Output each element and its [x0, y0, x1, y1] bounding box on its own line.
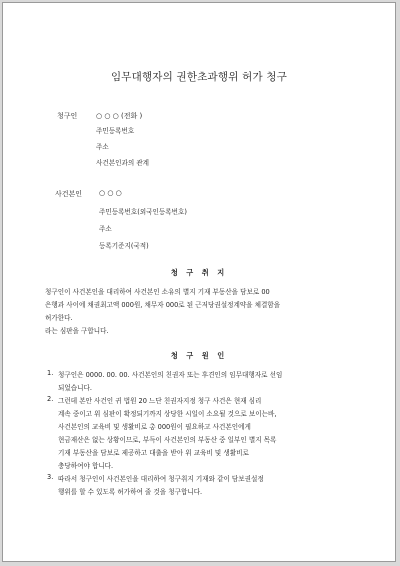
purpose-line: 라는 심판을 구합니다.: [45, 327, 109, 335]
purpose-line: 허가한다.: [45, 314, 73, 322]
reason-number: 2.: [47, 395, 54, 403]
purpose-heading: 청 구 취 지: [170, 268, 228, 277]
subject-field-domicile: 등록기준지(국적): [99, 242, 149, 250]
reason-line: 현금재산은 없는 상황이므로, 부득이 사건본인의 부동산 중 일부인 별지 목록: [58, 436, 277, 444]
petitioner-name-line: ○ ○ ○ (전화 ): [96, 112, 143, 120]
subject-field-address: 주소: [99, 225, 112, 233]
reason-line: 기재 부동산을 담보로 제공하고 대출을 받아 위 교육비 및 생활비로: [58, 449, 249, 457]
subject-label: 사건본인: [55, 190, 83, 198]
reasons-heading: 청 구 원 인: [170, 351, 228, 360]
reason-line: 청구인은 0000. 00. 00. 사건본인의 친권자 또는 후견인의 임무대행자로 선임: [58, 371, 283, 379]
document-title: 임무대행자의 권한초과행위 허가 청구: [110, 71, 288, 83]
petitioner-field-address: 주소: [96, 143, 109, 151]
reason-line: 따라서 청구인이 사건본인을 대리하여 청구취지 기재와 같이 담보권설정: [58, 475, 264, 483]
reason-line: 그런데 본안 사건인 귀 법원 20 느단 친권자지정 청구 사건은 현재 심리: [58, 397, 262, 405]
reason-number: 3.: [47, 473, 54, 481]
petitioner-label: 청구인: [57, 112, 78, 120]
purpose-line: 청구인이 사건본인을 대리하여 사건본인 소유의 별지 기재 부동산을 담보로 00: [45, 288, 270, 296]
subject-name-line: ○ ○ ○: [99, 189, 122, 197]
purpose-line: 은행과 사이에 채권최고액 000원, 채무자 000로 된 근저당권설정계약을 체결함을: [45, 301, 281, 309]
reason-line: 계속 중이고 위 심판이 확정되기까지 상당한 시일이 소요될 것으로 보이는바,: [58, 410, 277, 418]
document-page: [2, 2, 396, 562]
reason-line: 사건본인의 교육비 및 생활비로 총 000원이 필요하고 사건본인에게: [58, 423, 251, 431]
reason-number: 1.: [47, 369, 54, 377]
reason-line: 되었습니다.: [58, 384, 92, 392]
petitioner-field-relationship: 사건본인과의 관계: [96, 159, 150, 167]
reason-line: 충당하여야 합니다.: [58, 462, 114, 470]
subject-field-id: 주민등록번호(외국인등록번호): [99, 208, 187, 216]
reason-line: 행위를 할 수 있도록 허가하여 줄 것을 청구합니다.: [58, 488, 203, 496]
petitioner-field-id: 주민등록번호: [96, 127, 135, 135]
